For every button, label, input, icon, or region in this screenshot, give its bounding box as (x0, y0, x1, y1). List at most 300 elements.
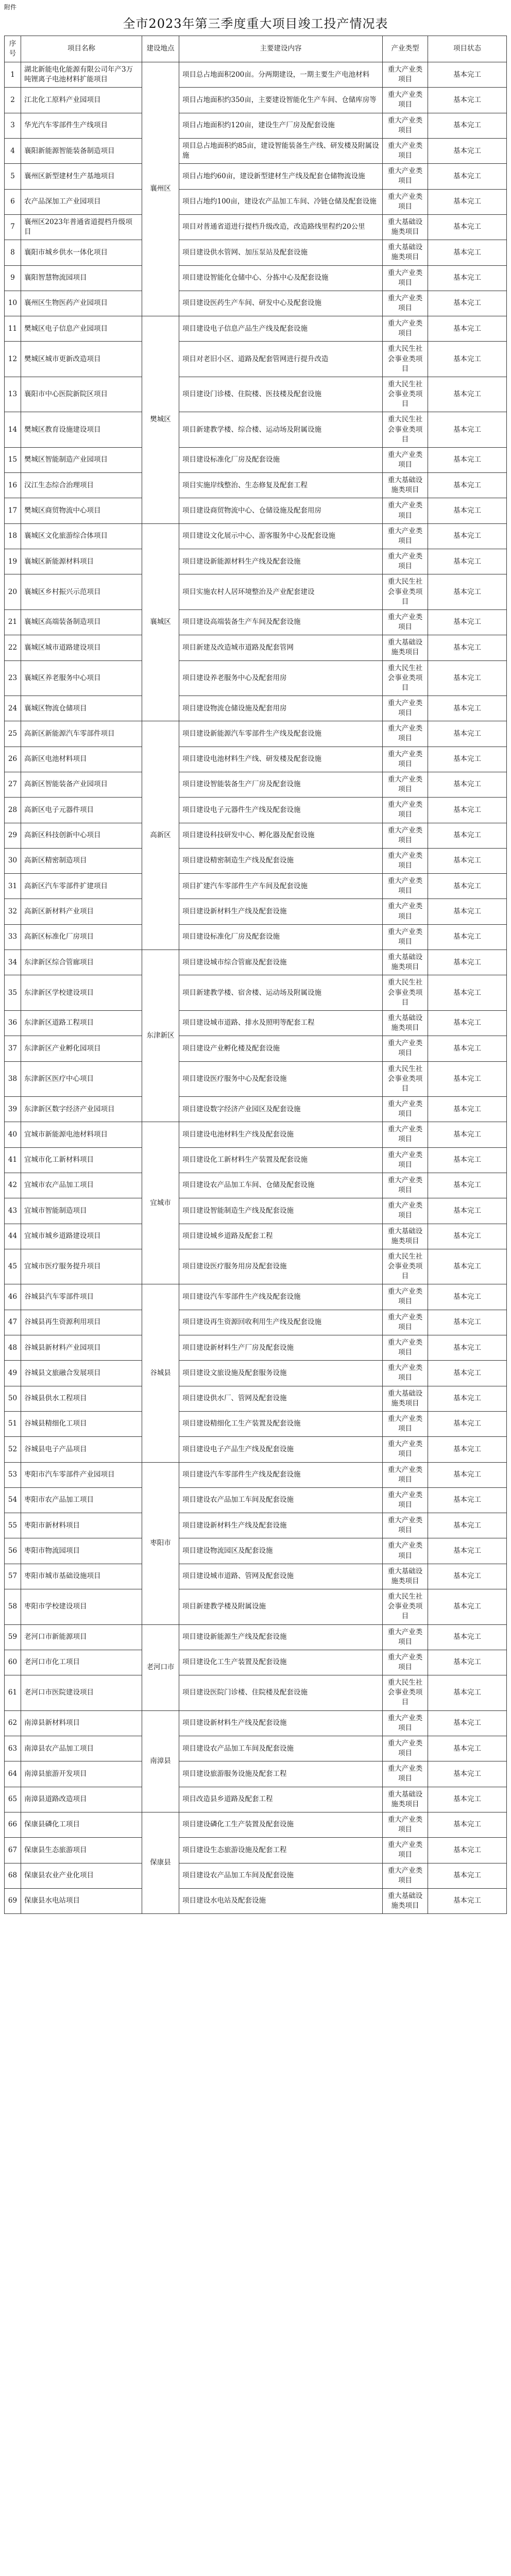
cell-stage: 基本完工 (428, 1310, 507, 1335)
cell-stage: 基本完工 (428, 1061, 507, 1096)
cell-type: 重大产业类项目 (383, 1147, 428, 1173)
cell-stage: 基本完工 (428, 1010, 507, 1036)
table-row (5, 88, 507, 113)
cell-name: 樊城区商贸物流中心项目 (21, 498, 142, 523)
cell-name: 东津新区产业孵化园项目 (21, 1036, 142, 1061)
cell-type: 重大基础设施类项目 (383, 214, 428, 240)
table-row (5, 1061, 507, 1096)
cell-stage: 基本完工 (428, 240, 507, 265)
cell-no: 21 (5, 609, 21, 635)
cell-stage: 基本完工 (428, 1863, 507, 1888)
table-row (5, 523, 507, 549)
cell-content: 项目建设磷化工生产装置及配套设施 (179, 1812, 383, 1837)
cell-content: 项目建设文化展示中心、游客服务中心及配套设施 (179, 523, 383, 549)
cell-no: 12 (5, 342, 21, 377)
cell-stage: 基本完工 (428, 609, 507, 635)
cell-content: 项目建设新能源生产线及配套设施 (179, 1624, 383, 1650)
cell-stage: 基本完工 (428, 823, 507, 848)
table-row (5, 1411, 507, 1436)
cell-content: 项目建设新材料生产线及配套设施 (179, 899, 383, 924)
table-row (5, 950, 507, 975)
cell-type: 重大产业类项目 (383, 1710, 428, 1736)
cell-type: 重大民生社会事业类项目 (383, 1589, 428, 1624)
cell-content: 项目建设电池材料生产线及配套设施 (179, 1122, 383, 1147)
cell-no: 13 (5, 377, 21, 412)
table-row (5, 660, 507, 696)
cell-name: 东津新区综合管廊项目 (21, 950, 142, 975)
cell-name: 枣阳市新材料项目 (21, 1513, 142, 1538)
table-row (5, 164, 507, 189)
cell-content: 项目占地面积约120亩，建设生产厂房及配套设施 (179, 113, 383, 138)
cell-stage: 基本完工 (428, 316, 507, 342)
cell-name: 襄州区生物医药产业园项目 (21, 291, 142, 316)
header-name: 项目名称 (21, 36, 142, 62)
cell-stage: 基本完工 (428, 1564, 507, 1589)
table-row (5, 1198, 507, 1224)
cell-name: 宜城市城乡道路建设项目 (21, 1224, 142, 1249)
table-row (5, 1513, 507, 1538)
cell-type: 重大基础设施类项目 (383, 240, 428, 265)
cell-content: 项目建设城市道路、管网及配套设施 (179, 1564, 383, 1589)
cell-stage: 基本完工 (428, 1888, 507, 1913)
cell-no: 6 (5, 189, 21, 214)
cell-content: 项目建设医院门诊楼、住院楼及配套设施 (179, 1675, 383, 1710)
cell-no: 62 (5, 1710, 21, 1736)
table-row (5, 473, 507, 498)
cell-stage: 基本完工 (428, 1675, 507, 1710)
cell-name: 谷城县供水工程项目 (21, 1386, 142, 1411)
cell-type: 重大产业类项目 (383, 447, 428, 472)
cell-no: 50 (5, 1386, 21, 1411)
cell-type: 重大民生社会事业类项目 (383, 574, 428, 609)
table-row (5, 1675, 507, 1710)
cell-content: 项目建设科技研发中心、孵化器及配套设施 (179, 823, 383, 848)
cell-type: 重大产业类项目 (383, 1812, 428, 1837)
cell-stage: 基本完工 (428, 1335, 507, 1360)
table-row (5, 1650, 507, 1675)
cell-name: 襄州区新型建材生产基地项目 (21, 164, 142, 189)
cell-stage: 基本完工 (428, 950, 507, 975)
cell-content: 项目建设水电站及配套设施 (179, 1888, 383, 1913)
cell-stage: 基本完工 (428, 1787, 507, 1812)
cell-no: 9 (5, 265, 21, 291)
cell-stage: 基本完工 (428, 1462, 507, 1487)
table-row (5, 1787, 507, 1812)
cell-stage: 基本完工 (428, 1624, 507, 1650)
cell-no: 35 (5, 975, 21, 1010)
cell-no: 45 (5, 1249, 21, 1284)
cell-no: 15 (5, 447, 21, 472)
cell-stage: 基本完工 (428, 1173, 507, 1198)
cell-name: 襄城区养老服务中心项目 (21, 660, 142, 696)
cell-type: 重大产业类项目 (383, 721, 428, 747)
cell-name: 樊城区城市更新改造项目 (21, 342, 142, 377)
cell-content: 项目建设农产品加工车间及配套设施 (179, 1863, 383, 1888)
cell-location: 谷城县 (142, 1284, 179, 1462)
cell-no: 19 (5, 549, 21, 574)
table-row (5, 1122, 507, 1147)
cell-name: 宜城市农产品加工项目 (21, 1173, 142, 1198)
cell-name: 高新区智能装备产业园项目 (21, 772, 142, 797)
table-row (5, 1589, 507, 1624)
cell-no: 47 (5, 1310, 21, 1335)
cell-stage: 基本完工 (428, 772, 507, 797)
cell-content: 项目建设智能装备生产厂房及配套设施 (179, 772, 383, 797)
cell-name: 谷城县文旅融合发展项目 (21, 1361, 142, 1386)
cell-stage: 基本完工 (428, 138, 507, 163)
cell-content: 项目建设化工新材料生产装置及配套设施 (179, 1147, 383, 1173)
cell-type: 重大产业类项目 (383, 823, 428, 848)
cell-stage: 基本完工 (428, 447, 507, 472)
cell-type: 重大基础设施类项目 (383, 1787, 428, 1812)
table-row (5, 62, 507, 88)
table-row (5, 1036, 507, 1061)
cell-stage: 基本完工 (428, 498, 507, 523)
cell-stage: 基本完工 (428, 377, 507, 412)
cell-stage: 基本完工 (428, 342, 507, 377)
cell-name: 湖北新能电化能源有限公司年产3万吨锂离子电池材料扩能项目 (21, 62, 142, 88)
cell-no: 33 (5, 924, 21, 950)
table-row (5, 798, 507, 823)
cell-type: 重大产业类项目 (383, 1437, 428, 1462)
cell-location: 襄州区 (142, 62, 179, 316)
table-row (5, 1564, 507, 1589)
cell-content: 项目建设化工生产装置及配套设施 (179, 1650, 383, 1675)
cell-stage: 基本完工 (428, 549, 507, 574)
table-body (5, 62, 507, 1914)
cell-stage: 基本完工 (428, 1122, 507, 1147)
cell-type: 重大产业类项目 (383, 1736, 428, 1761)
cell-location: 枣阳市 (142, 1462, 179, 1624)
cell-type: 重大产业类项目 (383, 1513, 428, 1538)
cell-name: 高新区精密制造项目 (21, 848, 142, 873)
cell-name: 华光汽车零部件生产线项目 (21, 113, 142, 138)
cell-type: 重大产业类项目 (383, 1284, 428, 1310)
cell-name: 宜城市医疗服务提升项目 (21, 1249, 142, 1284)
cell-content: 项目建设农产品加工车间及配套设施 (179, 1487, 383, 1513)
cell-stage: 基本完工 (428, 291, 507, 316)
cell-content: 项目建设新能源材料生产线及配套设施 (179, 549, 383, 574)
table-row (5, 609, 507, 635)
projects-table (4, 36, 507, 1914)
cell-content: 项目建设农产品加工车间、仓储及配套设施 (179, 1173, 383, 1198)
table-row (5, 316, 507, 342)
cell-type: 重大产业类项目 (383, 138, 428, 163)
cell-content: 项目建设汽车零部件生产线及配套设施 (179, 1462, 383, 1487)
cell-stage: 基本完工 (428, 1710, 507, 1736)
cell-type: 重大产业类项目 (383, 1411, 428, 1436)
table-row (5, 412, 507, 447)
table-row (5, 1437, 507, 1462)
table-row (5, 113, 507, 138)
cell-no: 41 (5, 1147, 21, 1173)
table-row (5, 1462, 507, 1487)
cell-no: 52 (5, 1437, 21, 1462)
cell-no: 18 (5, 523, 21, 549)
cell-content: 项目建设旅游服务设施及配套工程 (179, 1761, 383, 1787)
cell-no: 60 (5, 1650, 21, 1675)
cell-type: 重大产业类项目 (383, 1096, 428, 1122)
cell-name: 保康县水电站项目 (21, 1888, 142, 1913)
table-row (5, 574, 507, 609)
cell-stage: 基本完工 (428, 899, 507, 924)
cell-content: 项目建设新材料生产线及配套设施 (179, 1710, 383, 1736)
cell-name: 东津新区数字经济产业园项目 (21, 1096, 142, 1122)
attachment-label: 附件 (4, 4, 17, 11)
cell-stage: 基本完工 (428, 1437, 507, 1462)
cell-name: 高新区新材料产业项目 (21, 899, 142, 924)
cell-content: 项目建设新材料生产线及配套设施 (179, 1513, 383, 1538)
table-row (5, 1310, 507, 1335)
cell-stage: 基本完工 (428, 62, 507, 88)
cell-name: 东津新区学校建设项目 (21, 975, 142, 1010)
cell-stage: 基本完工 (428, 1198, 507, 1224)
cell-name: 高新区标准化厂房项目 (21, 924, 142, 950)
cell-name: 高新区新能源汽车零部件项目 (21, 721, 142, 747)
cell-type: 重大产业类项目 (383, 1838, 428, 1863)
table-row (5, 1249, 507, 1284)
cell-type: 重大产业类项目 (383, 189, 428, 214)
cell-content: 项目建设高端装备生产车间及配套设施 (179, 609, 383, 635)
cell-stage: 基本完工 (428, 696, 507, 721)
cell-content: 项目建设文旅设施及配套服务设施 (179, 1361, 383, 1386)
cell-no: 1 (5, 62, 21, 88)
cell-type: 重大产业类项目 (383, 1487, 428, 1513)
cell-stage: 基本完工 (428, 721, 507, 747)
header-location: 建设地点 (142, 36, 179, 62)
table-row (5, 1838, 507, 1863)
cell-name: 枣阳市汽车零部件产业园项目 (21, 1462, 142, 1487)
cell-stage: 基本完工 (428, 1036, 507, 1061)
cell-stage: 基本完工 (428, 874, 507, 899)
cell-type: 重大民生社会事业类项目 (383, 1061, 428, 1096)
cell-stage: 基本完工 (428, 1487, 507, 1513)
cell-content: 项目建设精细化工生产装置及配套设施 (179, 1411, 383, 1436)
table-row (5, 447, 507, 472)
cell-content: 项目占地面积约350亩，主要建设智能化生产车间、仓储库房等 (179, 88, 383, 113)
cell-name: 宜城市智能制造项目 (21, 1198, 142, 1224)
cell-content: 项目建设精密制造生产线及配套设施 (179, 848, 383, 873)
cell-name: 襄阳新能源智能装备制造项目 (21, 138, 142, 163)
cell-no: 40 (5, 1122, 21, 1147)
cell-content: 项目总占地面积约85亩，建设智能装备生产线、研发楼及附属设施 (179, 138, 383, 163)
cell-location: 宜城市 (142, 1122, 179, 1284)
cell-type: 重大基础设施类项目 (383, 635, 428, 660)
cell-name: 枣阳市城市基础设施项目 (21, 1564, 142, 1589)
cell-type: 重大产业类项目 (383, 848, 428, 873)
cell-name: 老河口市新能源项目 (21, 1624, 142, 1650)
table-row (5, 848, 507, 873)
cell-type: 重大产业类项目 (383, 1538, 428, 1564)
cell-name: 襄城区城市道路建设项目 (21, 635, 142, 660)
cell-content: 项目建设城市道路、排水及照明等配套工程 (179, 1010, 383, 1036)
cell-type: 重大基础设施类项目 (383, 1386, 428, 1411)
cell-type: 重大民生社会事业类项目 (383, 1675, 428, 1710)
table-row (5, 1173, 507, 1198)
cell-type: 重大产业类项目 (383, 1462, 428, 1487)
cell-stage: 基本完工 (428, 1812, 507, 1837)
table-row (5, 823, 507, 848)
cell-no: 39 (5, 1096, 21, 1122)
cell-no: 14 (5, 412, 21, 447)
cell-no: 58 (5, 1589, 21, 1624)
cell-no: 11 (5, 316, 21, 342)
cell-stage: 基本完工 (428, 164, 507, 189)
table-row (5, 291, 507, 316)
cell-content: 项目对普通省道进行提档升级改造，改造路线里程约20公里 (179, 214, 383, 240)
table-row (5, 772, 507, 797)
table-row (5, 747, 507, 772)
cell-name: 高新区电子元器件项目 (21, 798, 142, 823)
cell-content: 项目建设医药生产车间、研发中心及配套设施 (179, 291, 383, 316)
cell-type: 重大产业类项目 (383, 549, 428, 574)
cell-content: 项目建设智能制造生产线及配套设施 (179, 1198, 383, 1224)
cell-location: 老河口市 (142, 1624, 179, 1710)
cell-name: 保康县生态旅游项目 (21, 1838, 142, 1863)
cell-type: 重大产业类项目 (383, 523, 428, 549)
cell-type: 重大民生社会事业类项目 (383, 975, 428, 1010)
table-row (5, 1361, 507, 1386)
cell-content: 项目新建教学楼、综合楼、运动场及附属设施 (179, 412, 383, 447)
cell-content: 项目建设新能源汽车零部件生产线及配套设施 (179, 721, 383, 747)
table-row (5, 265, 507, 291)
table-row (5, 696, 507, 721)
cell-content: 项目新建教学楼及附属设施 (179, 1589, 383, 1624)
cell-no: 49 (5, 1361, 21, 1386)
table-row (5, 1224, 507, 1249)
cell-no: 28 (5, 798, 21, 823)
cell-no: 16 (5, 473, 21, 498)
cell-name: 南漳县旅游开发项目 (21, 1761, 142, 1787)
cell-content: 项目建设新材料生产厂房及配套设施 (179, 1335, 383, 1360)
cell-type: 重大产业类项目 (383, 899, 428, 924)
table-row (5, 899, 507, 924)
cell-name: 樊城区电子信息产业园项目 (21, 316, 142, 342)
cell-stage: 基本完工 (428, 473, 507, 498)
cell-name: 襄城区高端装备制造项目 (21, 609, 142, 635)
cell-name: 东津新区道路工程项目 (21, 1010, 142, 1036)
cell-location: 南漳县 (142, 1710, 179, 1812)
cell-type: 重大产业类项目 (383, 1310, 428, 1335)
cell-location: 东津新区 (142, 950, 179, 1122)
cell-content: 项目建设供水管网、加压泵站及配套设施 (179, 240, 383, 265)
cell-content: 项目建设供水厂、管网及配套设施 (179, 1386, 383, 1411)
cell-stage: 基本完工 (428, 1589, 507, 1624)
table-row (5, 549, 507, 574)
cell-type: 重大产业类项目 (383, 1761, 428, 1787)
cell-content: 项目建设电子产品生产线及配套设施 (179, 1437, 383, 1462)
cell-name: 枣阳市物流园项目 (21, 1538, 142, 1564)
cell-content: 项目改造县乡道路及配套工程 (179, 1787, 383, 1812)
cell-type: 重大产业类项目 (383, 113, 428, 138)
cell-name: 樊城区智能制造产业园项目 (21, 447, 142, 472)
cell-content: 项目建设商贸物流中心、仓储设施及配套用房 (179, 498, 383, 523)
cell-type: 重大产业类项目 (383, 316, 428, 342)
cell-stage: 基本完工 (428, 975, 507, 1010)
cell-type: 重大民生社会事业类项目 (383, 412, 428, 447)
cell-no: 4 (5, 138, 21, 163)
cell-stage: 基本完工 (428, 1838, 507, 1863)
cell-name: 南漳县道路改造项目 (21, 1787, 142, 1812)
cell-stage: 基本完工 (428, 1284, 507, 1310)
cell-no: 32 (5, 899, 21, 924)
cell-no: 65 (5, 1787, 21, 1812)
cell-stage: 基本完工 (428, 1224, 507, 1249)
cell-stage: 基本完工 (428, 113, 507, 138)
cell-name: 宜城市化工新材料项目 (21, 1147, 142, 1173)
table-row (5, 214, 507, 240)
cell-no: 7 (5, 214, 21, 240)
table-row (5, 240, 507, 265)
cell-stage: 基本完工 (428, 1096, 507, 1122)
cell-name: 襄阳市城乡供水一体化项目 (21, 240, 142, 265)
cell-content: 项目建设标准化厂房及配套设施 (179, 447, 383, 472)
cell-content: 项目建设医疗服务中心及配套设施 (179, 1061, 383, 1096)
cell-content: 项目建设生态旅游设施及配套工程 (179, 1838, 383, 1863)
table-row (5, 1761, 507, 1787)
page-title: 全市2023年第三季度重大项目竣工投产情况表 (123, 16, 388, 31)
cell-type: 重大产业类项目 (383, 164, 428, 189)
cell-location: 保康县 (142, 1812, 179, 1913)
cell-type: 重大产业类项目 (383, 1650, 428, 1675)
cell-type: 重大产业类项目 (383, 62, 428, 88)
cell-no: 38 (5, 1061, 21, 1096)
cell-no: 30 (5, 848, 21, 873)
cell-name: 谷城县汽车零部件项目 (21, 1284, 142, 1310)
table-row (5, 1888, 507, 1913)
cell-no: 37 (5, 1036, 21, 1061)
cell-type: 重大基础设施类项目 (383, 1888, 428, 1913)
cell-no: 27 (5, 772, 21, 797)
cell-no: 22 (5, 635, 21, 660)
cell-content: 项目建设智能化仓储中心、分拣中心及配套设施 (179, 265, 383, 291)
table-row (5, 1335, 507, 1360)
cell-stage: 基本完工 (428, 1736, 507, 1761)
cell-no: 46 (5, 1284, 21, 1310)
cell-type: 重大产业类项目 (383, 874, 428, 899)
cell-name: 枣阳市农产品加工项目 (21, 1487, 142, 1513)
cell-content: 项目新建及改造城市道路及配套管网 (179, 635, 383, 660)
cell-content: 项目建设电池材料生产线、研发楼及配套设施 (179, 747, 383, 772)
cell-no: 36 (5, 1010, 21, 1036)
cell-content: 项目建设电子元器件生产线及配套设施 (179, 798, 383, 823)
cell-stage: 基本完工 (428, 574, 507, 609)
cell-no: 24 (5, 696, 21, 721)
cell-content: 项目建设养老服务中心及配套用房 (179, 660, 383, 696)
cell-name: 高新区电池材料项目 (21, 747, 142, 772)
cell-name: 保康县农业产业化项目 (21, 1863, 142, 1888)
table-row (5, 1487, 507, 1513)
cell-type: 重大产业类项目 (383, 1361, 428, 1386)
cell-content: 项目建设数字经济产业园区及配套设施 (179, 1096, 383, 1122)
table-row (5, 1284, 507, 1310)
cell-name: 襄城区物流仓储项目 (21, 696, 142, 721)
cell-name: 襄城区文化旅游综合体项目 (21, 523, 142, 549)
cell-no: 20 (5, 574, 21, 609)
cell-stage: 基本完工 (428, 189, 507, 214)
cell-stage: 基本完工 (428, 412, 507, 447)
cell-content: 项目对老旧小区、道路及配套管网进行提升改造 (179, 342, 383, 377)
cell-stage: 基本完工 (428, 1249, 507, 1284)
cell-name: 宜城市新能源电池材料项目 (21, 1122, 142, 1147)
cell-type: 重大产业类项目 (383, 747, 428, 772)
cell-stage: 基本完工 (428, 798, 507, 823)
header-type: 产业类型 (383, 36, 428, 62)
cell-name: 老河口市医院建设项目 (21, 1675, 142, 1710)
cell-stage: 基本完工 (428, 1411, 507, 1436)
cell-type: 重大产业类项目 (383, 1122, 428, 1147)
cell-stage: 基本完工 (428, 848, 507, 873)
